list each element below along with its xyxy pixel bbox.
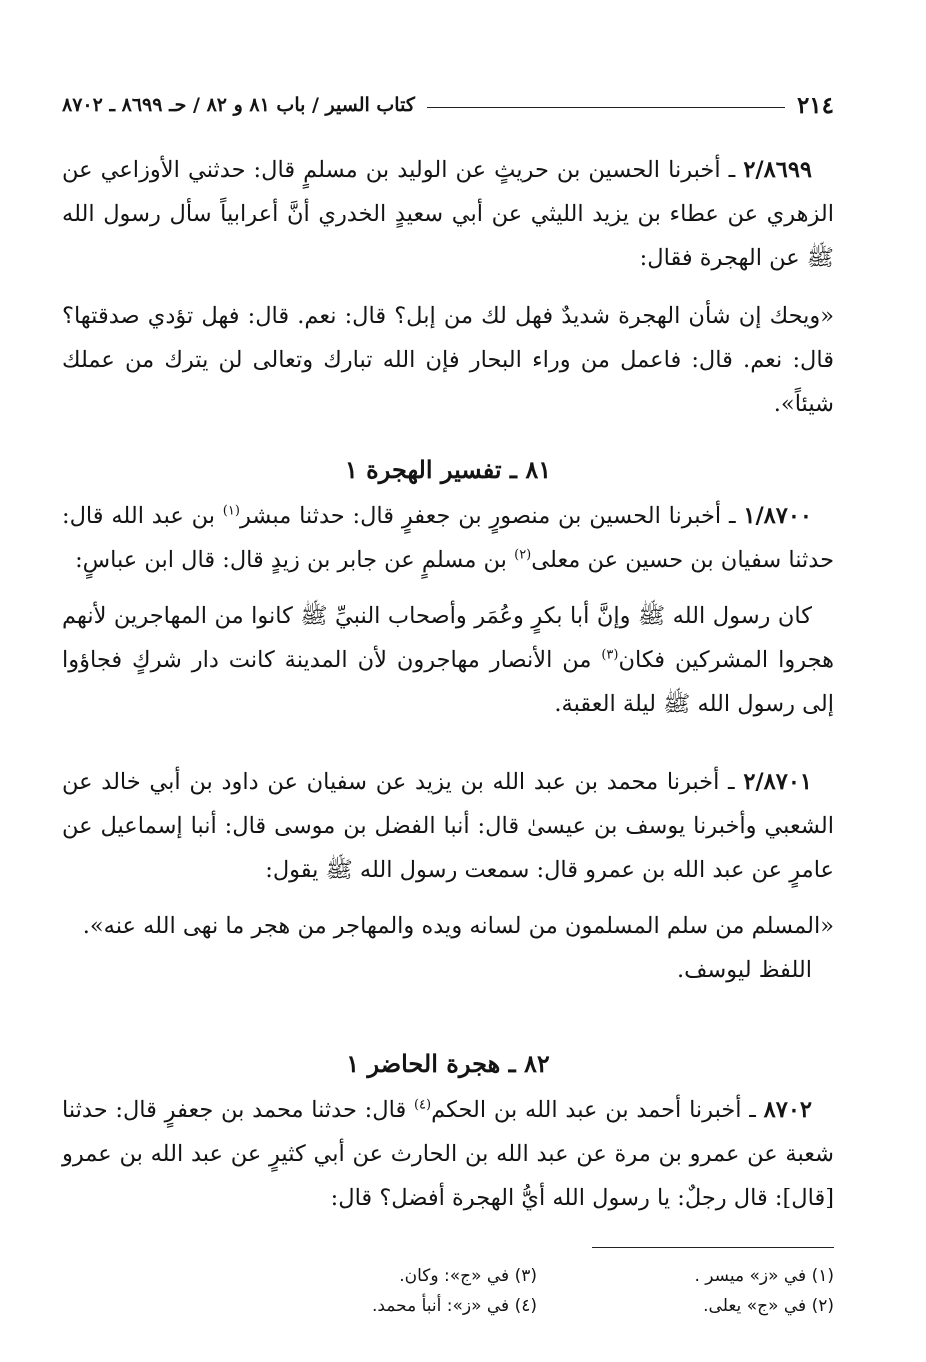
hadith-8700-isnad: ١/٨٧٠٠ ـ أخبرنا الحسين بن منصورٍ بن جعفرٍ قال: حدثنا مبشر$^{(١)}$ بن عبد الله قال: حدثنا سفيان بن حسين عن معلى$^{(٢)}$ بن مسلمٍ عن جابر بن زيدٍ قال: قال ابن عباسٍ: (62, 503, 834, 573)
page-header (62, 88, 834, 122)
hadith-number: ٢/٨٧٠١ (743, 769, 812, 795)
footnote-ref-2: (٢) (514, 547, 532, 563)
footnote-ref-1: (١) (222, 503, 240, 519)
chapter-82-heading: ٨٢ ـ هجرة الحاضر ١ (346, 1049, 550, 1078)
hadith-8699-isnad (62, 148, 834, 280)
running-title: كتاب السير / باب ٨١ و ٨٢ / حـ ٨٦٩٩ ـ ٨٧٠٢ (62, 94, 415, 116)
footnote-4: (٤) في «ز»: أنبأ محمد. (371, 1296, 537, 1316)
header-rule (427, 107, 785, 108)
footnote-2: (٢) في «ج» يعلى. (703, 1296, 834, 1316)
hadith-8701 (62, 760, 834, 992)
hadith-8701-note: اللفظ ليوسف. (676, 957, 812, 983)
footnote-ref-4: (٤) (413, 1097, 432, 1113)
hadith-8701-isnad: ٢/٨٧٠١ ـ أخبرنا محمد بن عبد الله بن يزيد عن سفيان عن داود بن أبي خالد عن الشعبي وأخبرنا يوسف بن عيسىٰ قال: أنبا الفضل بن موسى قال: أنبا إسماعيل عن عامرٍ عن عبد الله بن عمرو قال: سمعت رسول الله ﷺ يقول: (62, 769, 834, 883)
page-number: ٢١٤ (796, 91, 834, 119)
hadith-8702-isnad: ٨٧٠٢ ـ أخبرنا أحمد بن عبد الله بن الحكم$^{(٤)}$ قال: حدثنا محمد بن جعفرٍ قال: حدثنا شعبة عن عمرو بن مرة عن عبد الله بن الحارث عن أبي كثيرٍ عن عبد الله بن عمرو [قال]: قال رجلٌ: يا رسول الله أيُّ الهجرة أفضل؟ قال: (62, 1097, 834, 1211)
isnad-text: ـ أخبرنا الحسين بن حريثٍ عن الوليد بن مسلمٍ قال: حدثني الأوزاعي عن الزهري عن عطاء بن يزيد الليثي عن أبي سعيدٍ الخدري أنَّ أعرابياً سأل رسول الله ﷺ عن الهجرة فقال: (62, 157, 834, 271)
hadith-8700 (62, 494, 834, 726)
footnote-rule (592, 1247, 834, 1248)
footnote-3: (٣) في «ج»: وكان. (399, 1266, 537, 1286)
hadith-number: ٢/٨٦٩٩ (743, 157, 812, 183)
hadith-8700-matn: كان رسول الله ﷺ وإنَّ أبا بكرٍ وعُمَر وأصحاب النبيِّ ﷺ كانوا من المهاجرين لأنهم هجروا المشركين فكان$^{(٣)}$ من الأنصار مهاجرون لأن المدينة كانت دار شركٍ فجاؤوا إلى رسول الله ﷺ ليلة العقبة. (62, 603, 834, 717)
hadith-8699 (62, 148, 834, 426)
hadith-number: ١/٨٧٠٠ (743, 503, 813, 529)
hadith-8701-matn: «المسلم من سلم المسلمون من لسانه ويده والمهاجر من هجر ما نهى الله عنه». (82, 913, 834, 939)
hadith-8699-matn: «ويحك إن شأن الهجرة شديدٌ فهل لك من إبل؟ قال: نعم. قال: فهل تؤدي صدقتها؟ قال: نعم. قال: فاعمل من وراء البحار فإن الله تبارك وتعالى لن يترك من عملك شيئاً». (62, 303, 834, 417)
hadith-number: ٨٧٠٢ (763, 1097, 812, 1123)
hadith-8702 (62, 1088, 834, 1220)
footnote-ref-3: (٣) (601, 647, 619, 663)
footnotes (240, 1266, 834, 1330)
footnote-1: (١) في «ز» ميسر . (694, 1266, 834, 1286)
chapter-81-heading: ٨١ ـ تفسير الهجرة ١ (344, 455, 552, 484)
